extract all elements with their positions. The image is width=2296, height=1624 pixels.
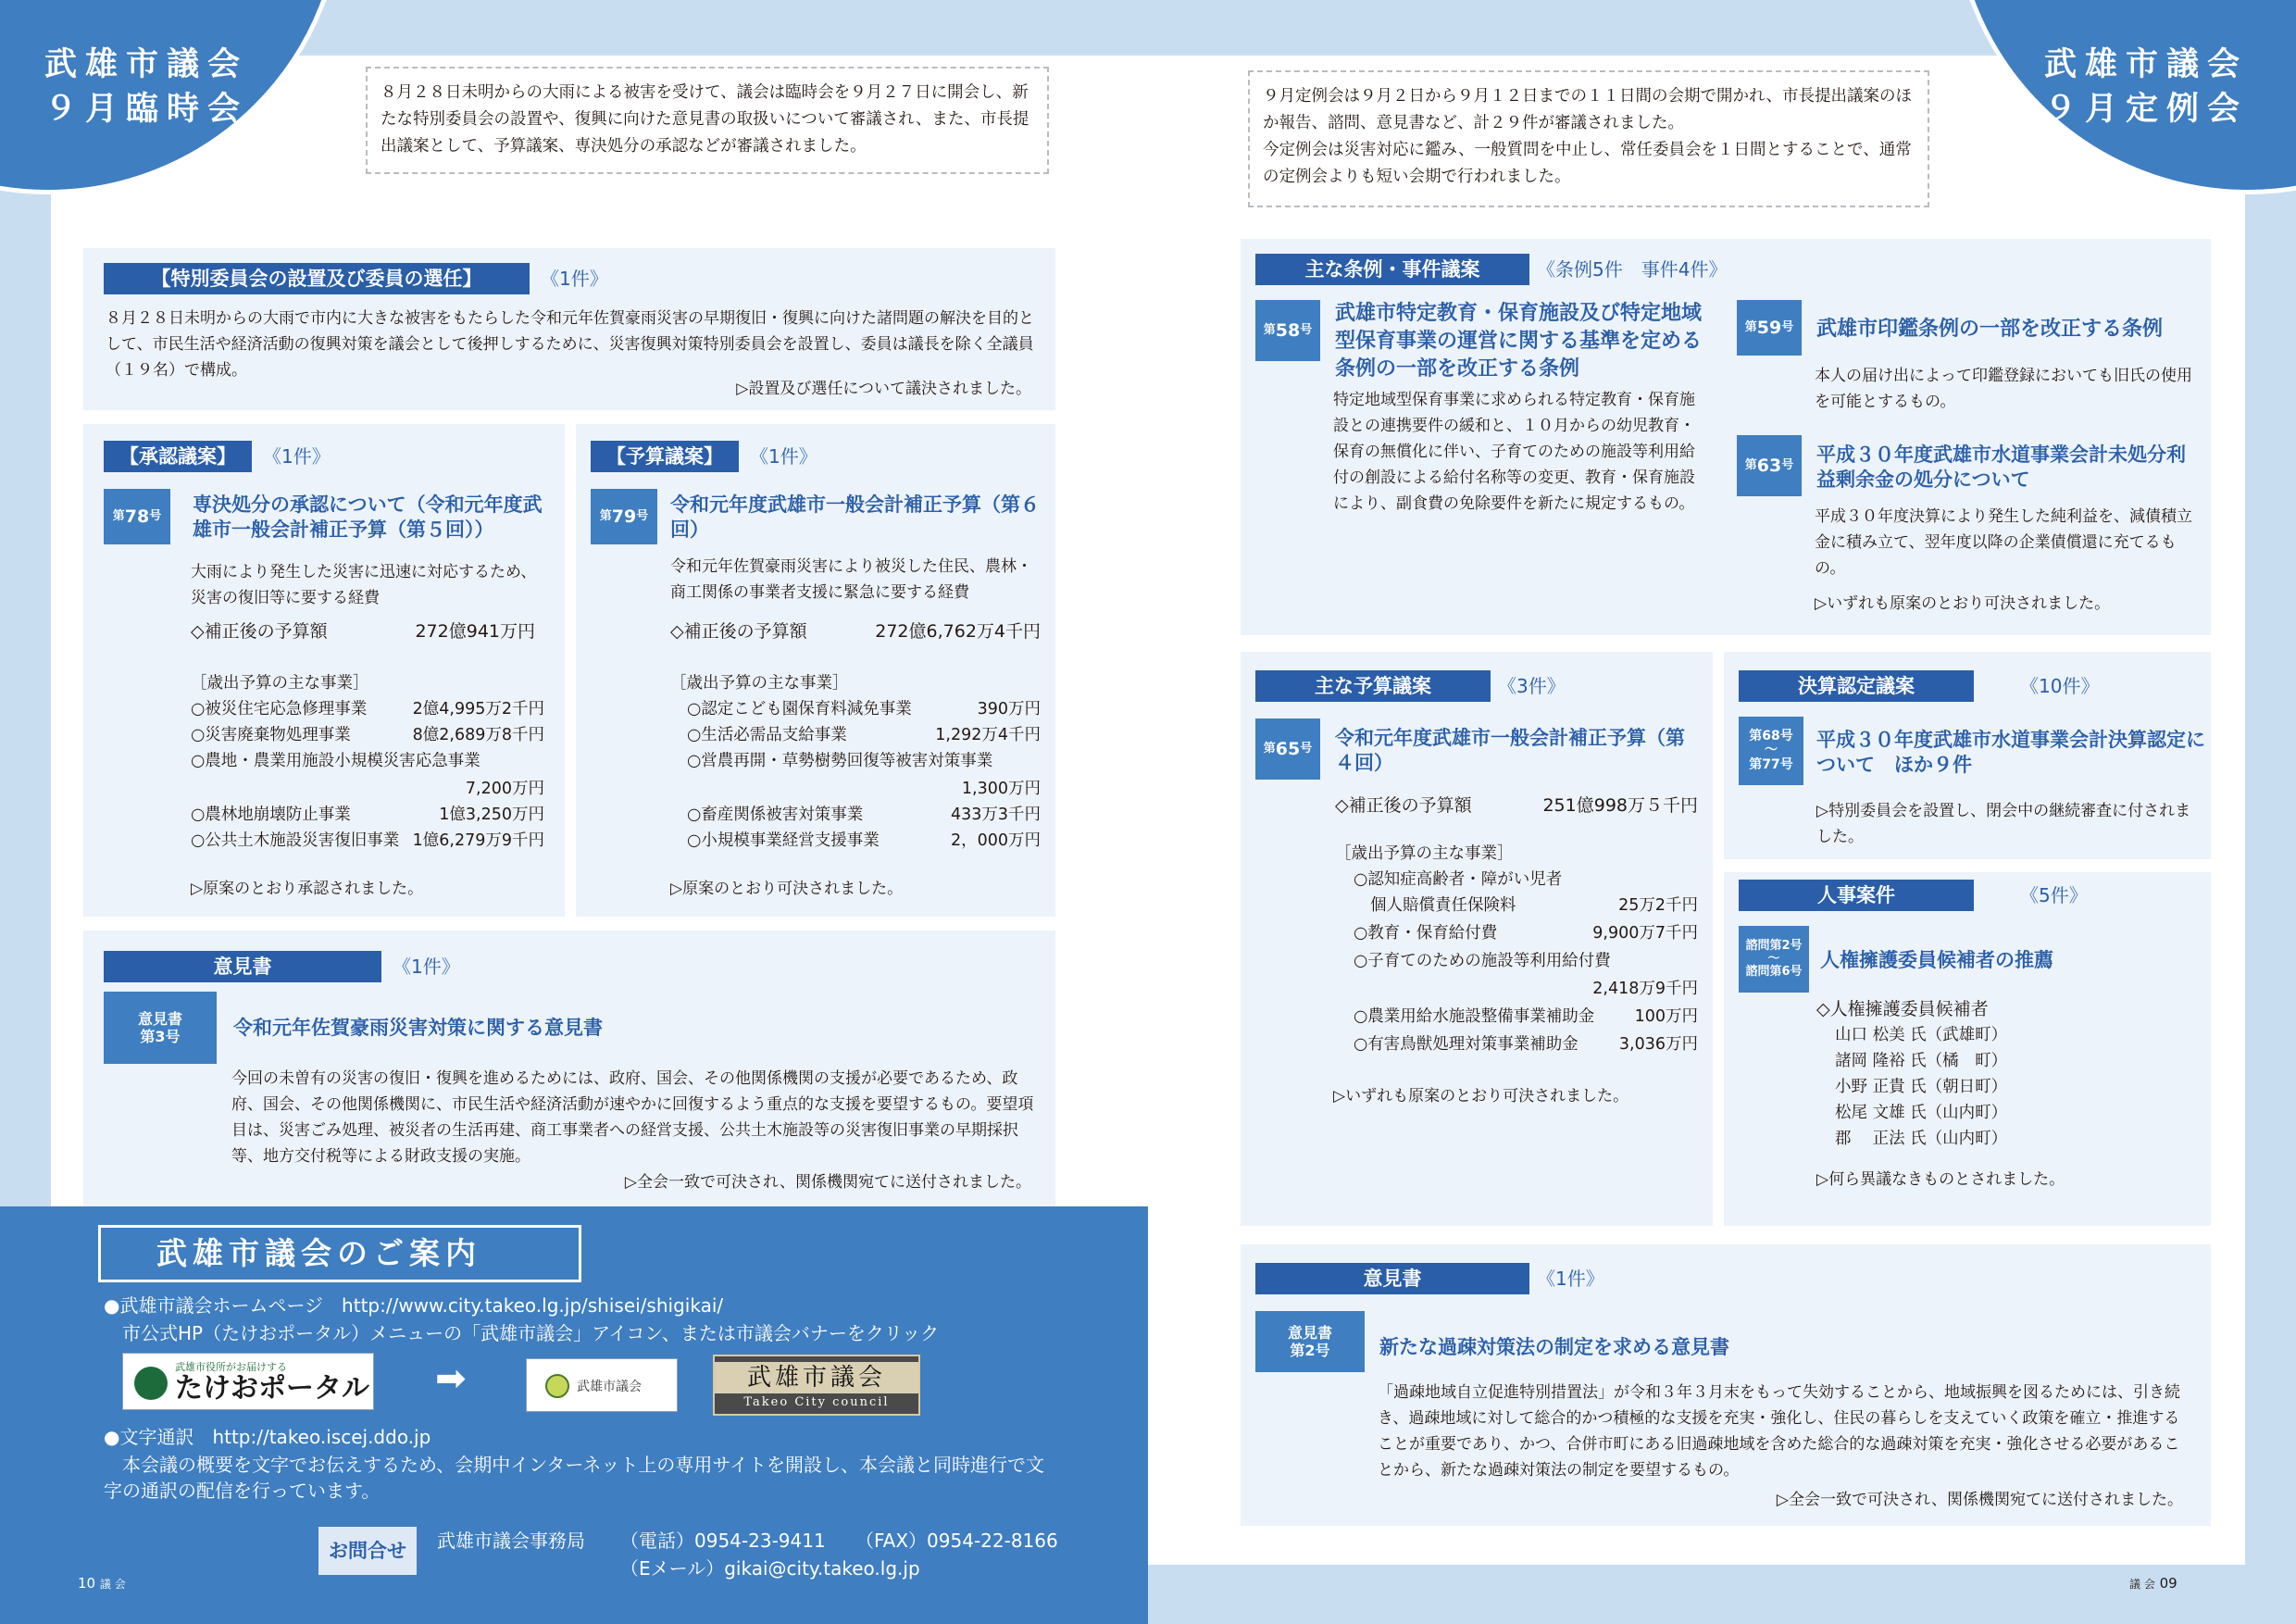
left-corner-title-line2: ９月臨時会 — [44, 91, 249, 128]
left-opinion-note: ▷全会一致で可決され、関係機関宛てに送付されました。 — [624, 1173, 1031, 1192]
right-budget-item — [1370, 893, 1698, 918]
approval-item — [191, 722, 544, 748]
right-budget-item-name: ○子育てのための施設等利用給付費 — [1354, 952, 1611, 970]
approval-item-value: 2億4,995万2千円 — [412, 700, 544, 718]
settlement-count: 《10件》 — [2020, 675, 2100, 697]
special-committee-note: ▷設置及び選任について議決されました。 — [736, 380, 1031, 398]
contact-mail: （Eメール）gikai@city.takeo.lg.jp — [620, 1557, 920, 1580]
right-opinion-section — [1241, 1244, 2211, 1526]
candidate-item: 郡 正法 氏（山内町） — [1835, 1130, 2008, 1148]
left-budget-badge-suf: 号 — [636, 509, 649, 524]
council-banner-main: 武雄市議会 — [715, 1362, 918, 1393]
left-corner-title — [44, 43, 248, 131]
left-budget-badge-pre: 第 — [599, 509, 612, 524]
right-budget-item-name2: 個人賠償責任保険料 — [1370, 896, 1516, 915]
approval-item-value: 8億2,689万8千円 — [412, 726, 544, 744]
left-opinion-badge-line1: 意見書 — [137, 1009, 182, 1028]
special-committee-count: 《1件》 — [541, 268, 608, 290]
left-budget-item-value: 390万円 — [977, 700, 1041, 718]
ordinance-badge-suf: 号 — [1781, 320, 1794, 335]
personnel-section — [1724, 872, 2211, 1226]
right-page-number — [2129, 1574, 2177, 1593]
right-opinion-note: ▷全会一致で可決され、関係機関宛てに送付されました。 — [1776, 1491, 2183, 1509]
right-opinion-badge-line1: 意見書 — [1287, 1323, 1332, 1342]
left-opinion-header: 意見書 — [104, 951, 381, 982]
right-budget-title: 令和元年度武雄市一般会計補正予算（第４回） — [1335, 727, 1685, 774]
candidate-item: 山口 松美 氏（武雄町） — [1835, 1026, 2008, 1044]
right-budget-item-value: 25万2千円 — [1618, 896, 1698, 915]
left-budget-budget-value: 272億6,762万4千円 — [875, 621, 1041, 642]
special-committee-body: ８月２８日未明からの大雨で市内に大きな被害をもたらした令和元年佐賀豪雨災害の早期復旧・復興に向けた諸問題の解決を目的として、市民生活や経済活動の復興対策を議会として後押しするために、災害復興対策特別委員会を設置し、委員は議長を除く全議員（１９名）で構成。 — [106, 309, 1034, 380]
right-budget-budget — [1335, 793, 1698, 818]
left-budget-item-name: ○小規模事業経営支援事業 — [687, 831, 880, 850]
approval-section — [83, 424, 565, 917]
approval-item — [191, 828, 544, 854]
left-budget-badge-num: 79 — [611, 506, 637, 527]
approval-badge — [104, 489, 170, 544]
portal-small-text: 武雄市役所がお届けする — [175, 1361, 287, 1373]
personnel-list-header: ◇人権擁護委員候補者 — [1816, 999, 1989, 1019]
settlement-note: ▷特別委員会を設置し、閉会中の継続審査に付されました。 — [1816, 802, 2191, 846]
left-opinion-section — [83, 931, 1055, 1206]
council-guide-hp-line2: 市公式HP（たけおポータル）メニューの「武雄市議会」アイコン、または市議会バナーをクリック — [104, 1322, 940, 1344]
left-budget-item-name: ○生活必需品支給事業 — [687, 726, 847, 744]
approval-items-header: ［歳出予算の主な事業］ — [191, 674, 369, 693]
contact-label: お問合せ — [318, 1527, 417, 1575]
ordinance-header: 主な条例・事件議案 — [1255, 254, 1529, 285]
ordinance-body: 平成３０年度決算により発生した純利益を、減債積立金に積み立て、翌年度以降の企業債償還に充てるもの。 — [1815, 507, 2192, 578]
left-opinion-count: 《1件》 — [393, 956, 460, 978]
personnel-note: ▷何ら異議なきものとされました。 — [1816, 1170, 2065, 1189]
ordinance-section — [1241, 239, 2211, 635]
approval-header: 【承認議案】 — [104, 441, 252, 472]
ordinance-title: 武雄市特定教育・保育施設及び特定地域型保育事業の運営に関する基準を定める条例の一部を改正する条例 — [1335, 302, 1703, 381]
right-budget-item-value: 3,036万円 — [1618, 1035, 1698, 1054]
left-budget-item — [687, 696, 1041, 722]
ordinance-title: 武雄市印鑑条例の一部を改正する条例 — [1816, 318, 2164, 341]
ordinance-badge-pre: 第 — [1263, 323, 1276, 338]
ordinance-body: 本人の届け出によって印鑑登録においても旧氏の使用を可能とするもの。 — [1815, 367, 2192, 411]
approval-title: 専決処分の承認について（令和元年度武雄市一般会計補正予算（第５回）） — [193, 493, 543, 541]
right-budget-badge — [1255, 718, 1320, 780]
council-guide-text-line1: ●文字通訳 http://takeo.iscej.ddo.jp — [104, 1426, 431, 1448]
left-budget-badge — [591, 489, 657, 544]
right-budget-item — [1354, 1031, 1698, 1057]
approval-item — [191, 748, 544, 774]
left-budget-item-value: 1,292万4千円 — [935, 726, 1041, 744]
left-budget-item-value: 2，000万円 — [950, 831, 1041, 850]
approval-budget — [191, 618, 543, 644]
council-icon-banner[interactable] — [526, 1358, 678, 1412]
right-budget-item-value: 100万円 — [1634, 1007, 1698, 1026]
right-corner-title-line1: 武雄市議会 — [2044, 46, 2249, 83]
left-budget-items-header: ［歳出予算の主な事業］ — [670, 674, 849, 693]
personnel-badge-line3: 諮問第6号 — [1745, 965, 1803, 980]
left-opinion-badge-line2: 第3号 — [140, 1028, 181, 1045]
approval-item-name: ○農地・農業用施設小規模災害応急事業 — [191, 752, 480, 770]
ordinance-badge-num: 58 — [1275, 319, 1301, 341]
right-budget-note: ▷いずれも原案のとおり可決されました。 — [1333, 1087, 1629, 1106]
ordinance-badge — [1737, 300, 1802, 356]
left-budget-section — [576, 424, 1055, 917]
settlement-badge-line1: 第68号 — [1749, 728, 1793, 743]
right-budget-header: 主な予算議案 — [1255, 670, 1491, 702]
left-budget-item-name: ○認定こども園保育料減免事業 — [687, 700, 912, 718]
right-corner-title-line2: ９月定例会 — [2044, 91, 2249, 128]
approval-badge-pre: 第 — [112, 509, 125, 524]
right-budget-item-name: ○有害鳥獣処理対策事業補助金 — [1354, 1035, 1578, 1054]
right-opinion-title: 新たな過疎対策法の制定を求める意見書 — [1379, 1336, 1729, 1358]
left-budget-item-name: ○営農再開・草勢樹勢回復等被害対策事業 — [687, 752, 993, 770]
left-budget-header: 【予算議案】 — [591, 441, 739, 472]
council-guide-title: 武雄市議会のご案内 — [98, 1225, 581, 1282]
right-budget-budget-value: 251億998万５千円 — [1542, 795, 1698, 816]
right-intro — [1248, 70, 1929, 207]
ordinance-body: 特定地域型保育事業に求められる特定教育・保育施設との連携要件の緩和と、１０月からの幼児教育・保育の無償化に伴い、子育てのための施設等利用給付の創設による給付名称等の変更、教育・保育施設により、副食費の免除要件を新たに規定するもの。 — [1333, 391, 1695, 513]
right-opinion-count: 《1件》 — [1537, 1268, 1604, 1290]
ordinance-title: 平成３０年度武雄市水道事業会計未処分利益剰余金の処分について — [1816, 443, 2186, 491]
left-intro-text: ８月２８日未明からの大雨による被害を受けて、議会は臨時会を９月２７日に開会し、新たな特別委員会の設置や、復興に向けた意見書の取扱いについて審議され、また、市長提出議案として、予算議案、専決処分の承認などが審議されました。 — [381, 83, 1029, 156]
left-budget-budget-label: ◇補正後の予算額 — [670, 621, 807, 642]
ordinance-badge — [1255, 300, 1320, 361]
right-opinion-badge-line2: 第2号 — [1290, 1342, 1330, 1359]
left-budget-budget — [670, 618, 1041, 644]
left-page-label: 議 会 — [99, 1578, 126, 1591]
approval-count: 《1件》 — [263, 445, 331, 468]
council-photo-banner[interactable] — [713, 1355, 920, 1416]
settlement-title: 平成３０年度武雄市水道事業会計決算認定について ほか９件 — [1816, 729, 2205, 776]
ordinance-badge — [1737, 435, 1802, 496]
left-budget-note: ▷原案のとおり可決されました。 — [670, 880, 904, 898]
settlement-badge-line2: 〜 — [1765, 743, 1778, 758]
ordinance-badge-suf: 号 — [1300, 323, 1313, 338]
settlement-badge-line3: 第77号 — [1749, 756, 1793, 772]
left-budget-item — [687, 722, 1041, 748]
contact-fax: （FAX）0954-22-8166 — [855, 1530, 1058, 1552]
left-budget-desc: 令和元年佐賀豪雨災害により被災した住民、農林・商工関係の事業者支援に緊急に要する経費 — [670, 557, 1032, 602]
right-budget-item — [1354, 1004, 1698, 1030]
ordinance-badge-pre: 第 — [1744, 320, 1757, 335]
approval-item-name: ○被災住宅応急修理事業 — [191, 700, 368, 718]
right-opinion-badge — [1255, 1311, 1365, 1372]
right-budget-badge-num: 65 — [1275, 738, 1301, 759]
right-corner-title — [2044, 43, 2248, 131]
approval-item — [191, 696, 544, 722]
council-guide — [0, 1206, 1148, 1624]
left-opinion-body: 今回の未曽有の災害の復旧・復興を進めるためには、政府、国会、その他関係機関の支援が必要であるため、政府、国会、その他関係機関に、市民生活や経済活動が速やかに回復するよう重点的な支援を要望するもの。要望項目は、災害ごみ処理、被災者の生活再建、商工事業者への経営支援、公共土木施設等の災害復旧事業の早期採択等、地方交付税等による財政支援の実施。 — [231, 1069, 1034, 1166]
left-budget-item — [687, 802, 1041, 828]
council-banner-sub: Takeo City council — [743, 1395, 890, 1409]
right-budget-count: 《3件》 — [1498, 675, 1566, 697]
approval-item-name: ○公共土木施設災害復旧事業 — [191, 831, 400, 850]
council-logo-icon — [545, 1374, 569, 1398]
left-intro — [366, 67, 1049, 174]
ordinance-badge-num: 63 — [1756, 455, 1782, 476]
left-corner-title-line1: 武雄市議会 — [44, 46, 249, 83]
approval-desc: 大雨により発生した災害に迅速に対応するため、災害の復旧等に要する経費 — [191, 563, 537, 607]
ordinance-note: ▷いずれも原案のとおり可決されました。 — [1815, 594, 2111, 613]
personnel-header: 人事案件 — [1739, 880, 1974, 911]
left-budget-count: 《1件》 — [750, 445, 817, 468]
council-icon-text: 武雄市議会 — [577, 1380, 642, 1394]
right-page-number-value: 09 — [2159, 1575, 2177, 1592]
right-budget-item-name: ○認知症高齢者・障がい児者 — [1354, 870, 1563, 889]
council-guide-text-line2: 本会議の概要を文字でお伝えするため、会期中インターネット上の専用サイトを開設し、本会議と同時進行で文 — [104, 1454, 1044, 1476]
personnel-title: 人権擁護委員候補者の推薦 — [1820, 949, 2053, 971]
right-budget-badge-pre: 第 — [1263, 742, 1276, 756]
right-budget-item — [1354, 948, 1698, 974]
right-budget-items-header: ［歳出予算の主な事業］ — [1335, 844, 1514, 863]
candidate-item: 諸岡 隆裕 氏（橘 町） — [1835, 1052, 2008, 1070]
left-budget-item-value: 1,300万円 — [961, 780, 1041, 798]
settlement-badge — [1739, 717, 1803, 785]
special-committee-header: 【特別委員会の設置及び委員の選任】 — [104, 263, 530, 294]
approval-item-name: ○災害廃棄物処理事業 — [191, 726, 351, 744]
right-budget-badge-suf: 号 — [1300, 742, 1313, 756]
left-opinion-title: 令和元年佐賀豪雨災害対策に関する意見書 — [233, 1017, 603, 1039]
ordinance-badge-pre: 第 — [1744, 458, 1757, 473]
left-opinion-badge — [104, 992, 217, 1064]
right-budget-budget-label: ◇補正後の予算額 — [1335, 795, 1472, 816]
approval-note: ▷原案のとおり承認されました。 — [191, 880, 424, 898]
left-budget-item — [687, 748, 1041, 774]
candidate-item: 小野 正貴 氏（朝日町） — [1835, 1078, 2008, 1096]
portal-name: たけおポータル — [175, 1372, 369, 1405]
right-budget-item-name: ○教育・保育給付費 — [1354, 924, 1498, 943]
settlement-header: 決算認定議案 — [1739, 670, 1974, 702]
right-budget-item-name: ○農業用給水施設整備事業補助金 — [1354, 1007, 1595, 1026]
right-budget-item-value: 9,900万7千円 — [1592, 924, 1698, 943]
left-page-number — [78, 1574, 126, 1593]
right-budget-item — [1354, 920, 1698, 946]
left-page-number-value: 10 — [78, 1575, 96, 1592]
approval-badge-suf: 号 — [149, 509, 162, 524]
left-budget-item-value: 433万3千円 — [950, 806, 1041, 824]
approval-budget-label: ◇補正後の予算額 — [191, 621, 328, 642]
approval-item-value: 1億6,279万9千円 — [412, 831, 544, 850]
approval-item — [191, 802, 544, 828]
personnel-badge-line2: 〜 — [1767, 951, 1780, 966]
personnel-badge-line1: 諮問第2号 — [1745, 938, 1803, 953]
right-page-label: 議 会 — [2129, 1578, 2155, 1591]
right-intro-text: ９月定例会は９月２日から９月１２日までの１１日間の会期で開かれ、市長提出議案のほか報告、諮問、意見書など、計２９件が審議されました。 今定例会は災害対応に鑑み、一般質問を中止し、常任委員会を１日間とすることで、通常の定例会よりも短い会期で行われました。 — [1263, 87, 1913, 186]
right-budget-section — [1241, 652, 1713, 1226]
right-budget-item — [1354, 867, 1698, 893]
approval-item-value: 7,200万円 — [465, 780, 544, 798]
ordinance-badge-suf: 号 — [1781, 458, 1794, 473]
arrow-right-icon: ➡ — [435, 1357, 467, 1400]
approval-budget-value: 272億941万円 — [415, 621, 535, 642]
ordinance-badge-num: 59 — [1756, 317, 1782, 338]
approval-item-value: 1億3,250万円 — [439, 806, 544, 824]
council-guide-hp-line1: ●武雄市議会ホームページ http://www.city.takeo.lg.jp/shisei/shigikai/ — [104, 1294, 724, 1317]
right-opinion-header: 意見書 — [1255, 1263, 1529, 1294]
candidate-item: 松尾 文雄 氏（山内町） — [1835, 1104, 2008, 1122]
ordinance-count: 《条例5件 事件4件》 — [1537, 258, 1728, 281]
approval-item-name: ○農林地崩壊防止事業 — [191, 806, 351, 824]
right-budget-item-value: 2,418万9千円 — [1592, 980, 1698, 998]
settlement-section — [1724, 652, 2211, 859]
takeo-portal-banner[interactable] — [122, 1353, 374, 1410]
portal-icon — [134, 1367, 168, 1400]
approval-badge-num: 78 — [124, 506, 150, 527]
left-budget-item-name: ○畜産関係被害対策事業 — [687, 806, 864, 824]
contact-office: 武雄市議会事務局 — [437, 1530, 585, 1552]
left-budget-title: 令和元年度武雄市一般会計補正予算（第６回） — [670, 493, 1040, 541]
personnel-count: 《5件》 — [2020, 884, 2088, 906]
contact-tel: （電話）0954-23-9411 — [620, 1530, 826, 1552]
council-guide-text-line3: 字の通訳の配信を行っています。 — [104, 1480, 381, 1502]
special-committee-section — [83, 248, 1055, 410]
left-budget-item — [687, 828, 1041, 854]
right-opinion-body: 「過疎地域自立促進特別措置法」が令和３年３月末をもって失効することから、地域振興を図るためには、引き続き、過疎地域に対して総合的かつ積極的な支援を充実・強化し、住民の暮らしを支えていく政策を確立・推進することが重要であり、かつ、合併市町にある旧過疎地域を含めた総合的な過疎対策を充実・強化させる必要があることから、新たな過疎対策法の制定を要望するもの。 — [1378, 1383, 2180, 1480]
personnel-badge — [1739, 926, 1809, 993]
